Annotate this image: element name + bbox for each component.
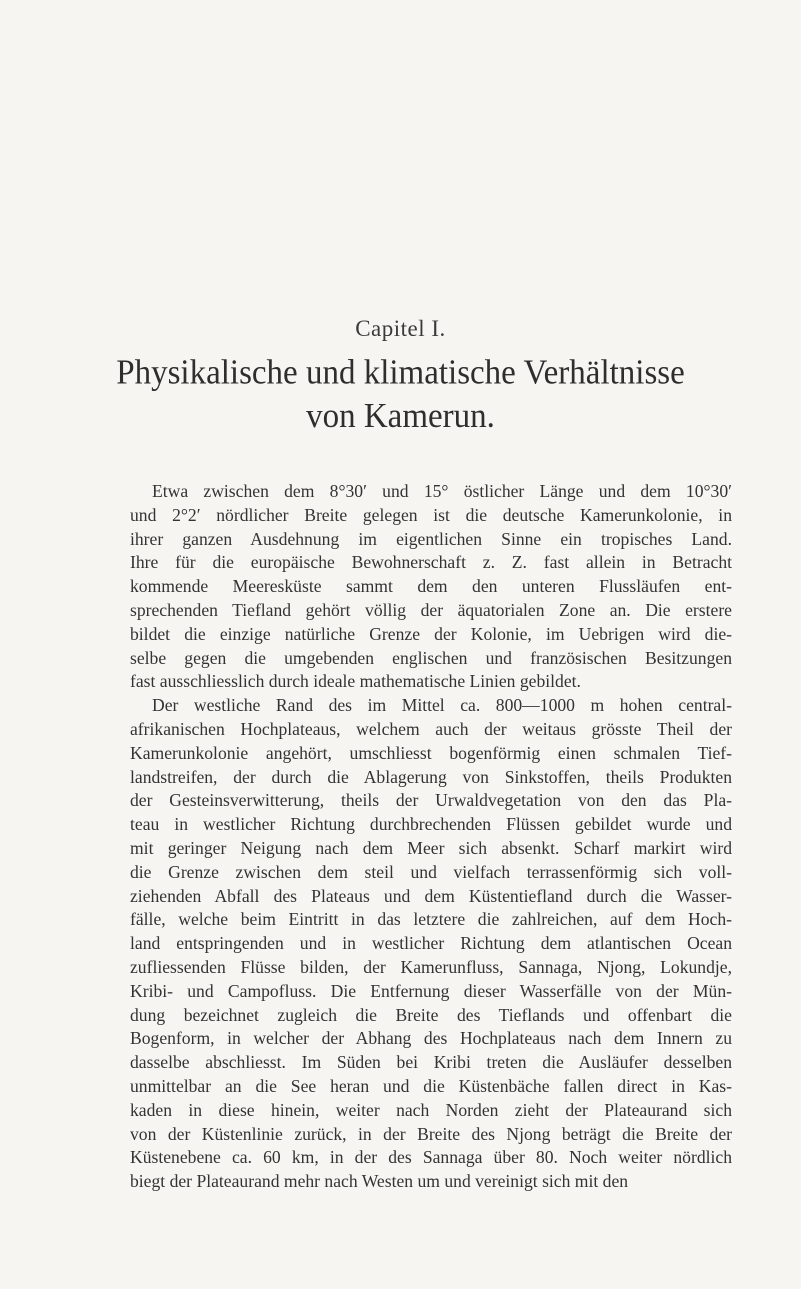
text-line: ziehenden Abfall des Plateaus und dem Küstentiefland durch die Wasser- bbox=[130, 885, 732, 906]
text-line: kaden in diese hinein, weiter nach Norden zieht der Plateaurand sich bbox=[130, 1099, 732, 1120]
text-line: Etwa zwischen dem 8°30′ und 15° östlicher Länge und dem 10°30′ bbox=[152, 481, 732, 501]
text-line: selbe gegen die umgebenden englischen und französischen Besitzungen bbox=[130, 647, 732, 668]
text-line: Kribi- und Campofluss. Die Entfernung dieser Wasserfälle von der Mün- bbox=[130, 980, 732, 1001]
text-line: kommende Meeresküste sammt dem den unteren Flussläufen ent- bbox=[130, 576, 732, 597]
text-line: mit geringer Neigung nach dem Meer sich absenkt. Scharf markirt wird bbox=[130, 837, 732, 858]
text-line: dung bezeichnet zugleich die Breite des Tieflands und offenbart die bbox=[130, 1004, 732, 1025]
text-line: Küstenebene ca. 60 km, in der des Sannaga über 80. Noch weiter nördlich bbox=[130, 1147, 732, 1168]
chapter-heading: Capitel I. bbox=[355, 316, 446, 341]
text-line: die Grenze zwischen dem steil und vielfach terrassenförmig sich voll- bbox=[130, 861, 732, 882]
text-line: fälle, welche beim Eintritt in das letztere die zahlreichen, auf dem Hoch- bbox=[130, 909, 732, 930]
text-line: Ihre für die europäische Bewohnerschaft z. Z. fast allein in Betracht bbox=[130, 552, 732, 573]
text-line: Der westliche Rand des im Mittel ca. 800—1000 m hohen central- bbox=[152, 695, 732, 716]
body-text bbox=[130, 480, 732, 1194]
text-line: bildet die einzige natürliche Grenze der Kolonie, im Uebrigen wird die- bbox=[130, 623, 732, 644]
text-line: land entspringenden und in westlicher Richtung dem atlantischen Ocean bbox=[130, 933, 732, 954]
paragraph-2 bbox=[130, 694, 732, 1194]
chapter-title-line-1: Physikalische und klimatische Verhältnisse bbox=[116, 353, 685, 392]
text-line: dasselbe abschliesst. Im Süden bei Kribi treten die Ausläufer desselben bbox=[130, 1052, 732, 1073]
chapter-title-line-2: von Kamerun. bbox=[306, 397, 495, 436]
text-line: ihrer ganzen Ausdehnung im eigentlichen Sinne ein tropisches Land. bbox=[130, 528, 732, 549]
text-line: sprechenden Tiefland gehört völlig der äquatorialen Zone an. Die erstere bbox=[130, 599, 732, 620]
text-line: landstreifen, der durch die Ablagerung von Sinkstoffen, theils Produkten bbox=[130, 766, 732, 787]
text-line: von der Küstenlinie zurück, in der Breite des Njong beträgt die Breite der bbox=[130, 1123, 732, 1144]
text-line: und 2°2′ nördlicher Breite gelegen ist die deutsche Kamerunkolonie, in bbox=[130, 504, 732, 525]
text-line: Bogenform, in welcher der Abhang des Hochplateaus nach dem Innern zu bbox=[130, 1028, 732, 1049]
paragraph-1 bbox=[130, 480, 732, 694]
text-line: unmittelbar an die See heran und die Küstenbäche fallen direct in Kas- bbox=[130, 1075, 732, 1096]
text-line: afrikanischen Hochplateaus, welchem auch der weitaus grösste Theil der bbox=[130, 718, 732, 739]
chapter-title bbox=[0, 352, 801, 439]
text-line: teau in westlicher Richtung durchbrechenden Flüssen gebildet wurde und bbox=[130, 814, 732, 835]
text-line: zufliessenden Flüsse bilden, der Kamerunfluss, Sannaga, Njong, Lokundje, bbox=[130, 956, 732, 977]
text-line: fast ausschliesslich durch ideale mathematische Linien gebildet. bbox=[130, 671, 581, 692]
text-line: Kamerunkolonie angehört, umschliesst bogenförmig einen schmalen Tief- bbox=[130, 742, 732, 763]
text-line: biegt der Plateaurand mehr nach Westen um und vereinigt sich mit den bbox=[130, 1171, 629, 1192]
text-line: der Gesteinsverwitterung, theils der Urwaldvegetation von den das Pla- bbox=[130, 790, 732, 811]
